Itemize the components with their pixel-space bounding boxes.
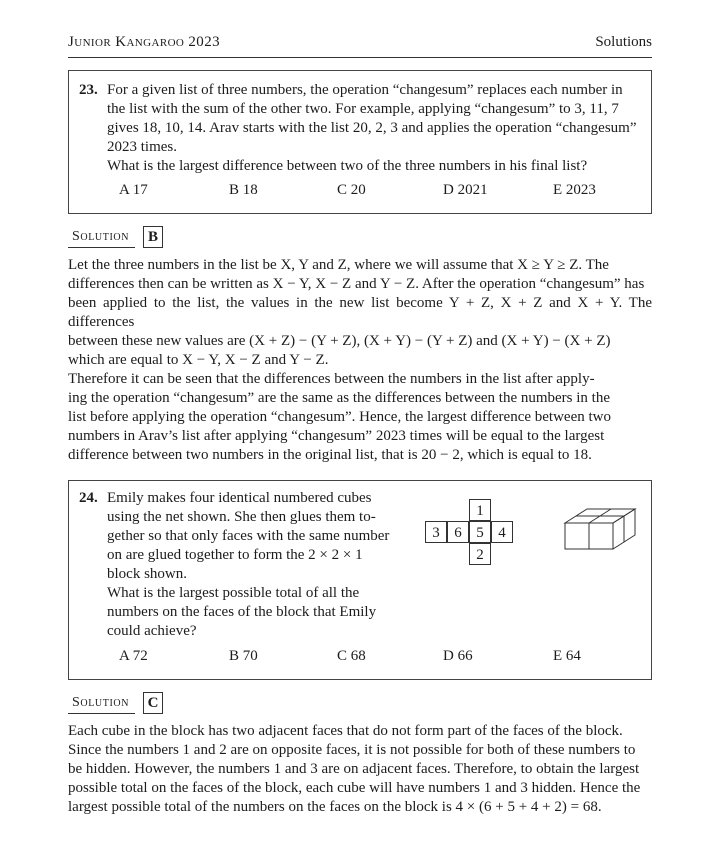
header-section: Solutions [595, 34, 652, 50]
text-line: between these new values are (X + Z) − (Y + Z), (X + Y) − (Y + Z) and (X + Y) − (X + Z) [68, 333, 611, 349]
question-23-text [107, 81, 647, 176]
question-23-number: 23. [79, 82, 98, 98]
solution-24-paragraph [68, 722, 652, 817]
text-line: be hidden. However, the numbers 1 and 3 are on adjacent faces. Therefore, to obtain the largest [68, 761, 640, 777]
text-line: been applied to the list, the values in the new list become Y + Z, X + Z and X + Y. The differences [68, 295, 652, 330]
text-line: Let the three numbers in the list be X, Y and Z, where we will assume that X ≥ Y ≥ Z. The [68, 257, 609, 273]
solution-answer: B [143, 226, 163, 248]
text-line: differences then can be written as X − Y, X − Z and Y − Z. After the operation “changesum” has [68, 276, 645, 292]
page-header [68, 34, 652, 54]
question-24-number: 24. [79, 490, 98, 506]
option-b: B 70 [229, 648, 258, 664]
option-e: E 64 [553, 648, 581, 664]
text-line: using the net shown. She then glues them to- [107, 509, 376, 525]
option-a: A 72 [119, 648, 148, 664]
option-e: E 2023 [553, 182, 596, 198]
option-d: D 66 [443, 648, 473, 664]
question-23-box [68, 70, 652, 214]
cube-net-diagram [425, 499, 515, 565]
option-a: A 17 [119, 182, 148, 198]
text-line: numbers on the faces of the block that Emily [107, 604, 377, 620]
text-line: possible total on the faces of the block, each cube will have numbers 1 and 3 hidden. Hence the [68, 780, 641, 796]
solution-answer: C [143, 692, 163, 714]
text-line: numbers in Arav’s list after applying “changesum” 2023 times will be equal to the largest [68, 428, 605, 444]
text-line: ing the operation “changesum” are the same as the differences between the numbers in the [68, 390, 611, 406]
text-line: the list with the sum of the other two. For example, applying “changesum” to 3, 11, 7 [107, 101, 619, 117]
net-face: 3 [425, 521, 447, 543]
text-line: What is the largest possible total of all the [107, 585, 360, 601]
text-line: 2023 times. [107, 139, 177, 155]
net-face: 4 [491, 521, 513, 543]
net-face: 6 [447, 521, 469, 543]
text-line: difference between two numbers in the original list, that is 20 − 2, which is equal to 18. [68, 447, 592, 463]
solution-23-paragraph-1 [68, 256, 652, 370]
header-rule [68, 57, 652, 58]
solution-23-paragraph-2 [68, 370, 652, 465]
text-line: list before applying the operation “changesum”. Hence, the largest difference between two [68, 409, 611, 425]
cube-block-diagram [561, 499, 641, 555]
option-c: C 20 [337, 182, 366, 198]
net-face-bottom: 2 [469, 543, 491, 565]
text-line: which are equal to X − Y, X − Z and Y − Z. [68, 352, 329, 368]
option-c: C 68 [337, 648, 366, 664]
text-line: Since the numbers 1 and 2 are on opposite faces, it is not possible for both of these numbers to [68, 742, 636, 758]
text-line: Therefore it can be seen that the differences between the numbers in the list after apply- [68, 371, 595, 387]
question-24-box [68, 480, 652, 680]
option-b: B 18 [229, 182, 258, 198]
solution-24-heading [68, 692, 163, 714]
text-line: For a given list of three numbers, the operation “changesum” replaces each number in [107, 82, 623, 98]
text-line: block shown. [107, 566, 187, 582]
text-line: gether so that only faces with the same number [107, 528, 390, 544]
net-face: 5 [469, 521, 491, 543]
text-line: gives 18, 10, 14. Arav starts with the list 20, 2, 3 and applies the operation “changesum” [107, 120, 637, 136]
solution-23-heading [68, 226, 163, 248]
solution-label: Solution [68, 693, 135, 714]
header-title: Junior Kangaroo 2023 [68, 34, 221, 50]
text-line: Each cube in the block has two adjacent faces that do not form part of the faces of the block. [68, 723, 623, 739]
text-line: What is the largest difference between two of the three numbers in his final list? [107, 158, 588, 174]
text-line: on are glued together to form the 2 × 2 × 1 [107, 547, 363, 563]
solution-label: Solution [68, 227, 135, 248]
option-d: D 2021 [443, 182, 488, 198]
net-face-top: 1 [469, 499, 491, 521]
question-24-text [107, 489, 407, 641]
text-line: largest possible total of the numbers on the faces on the block is 4 × (6 + 5 + 4 + 2) = 68. [68, 799, 602, 815]
text-line: could achieve? [107, 623, 197, 639]
text-line: Emily makes four identical numbered cubes [107, 490, 372, 506]
